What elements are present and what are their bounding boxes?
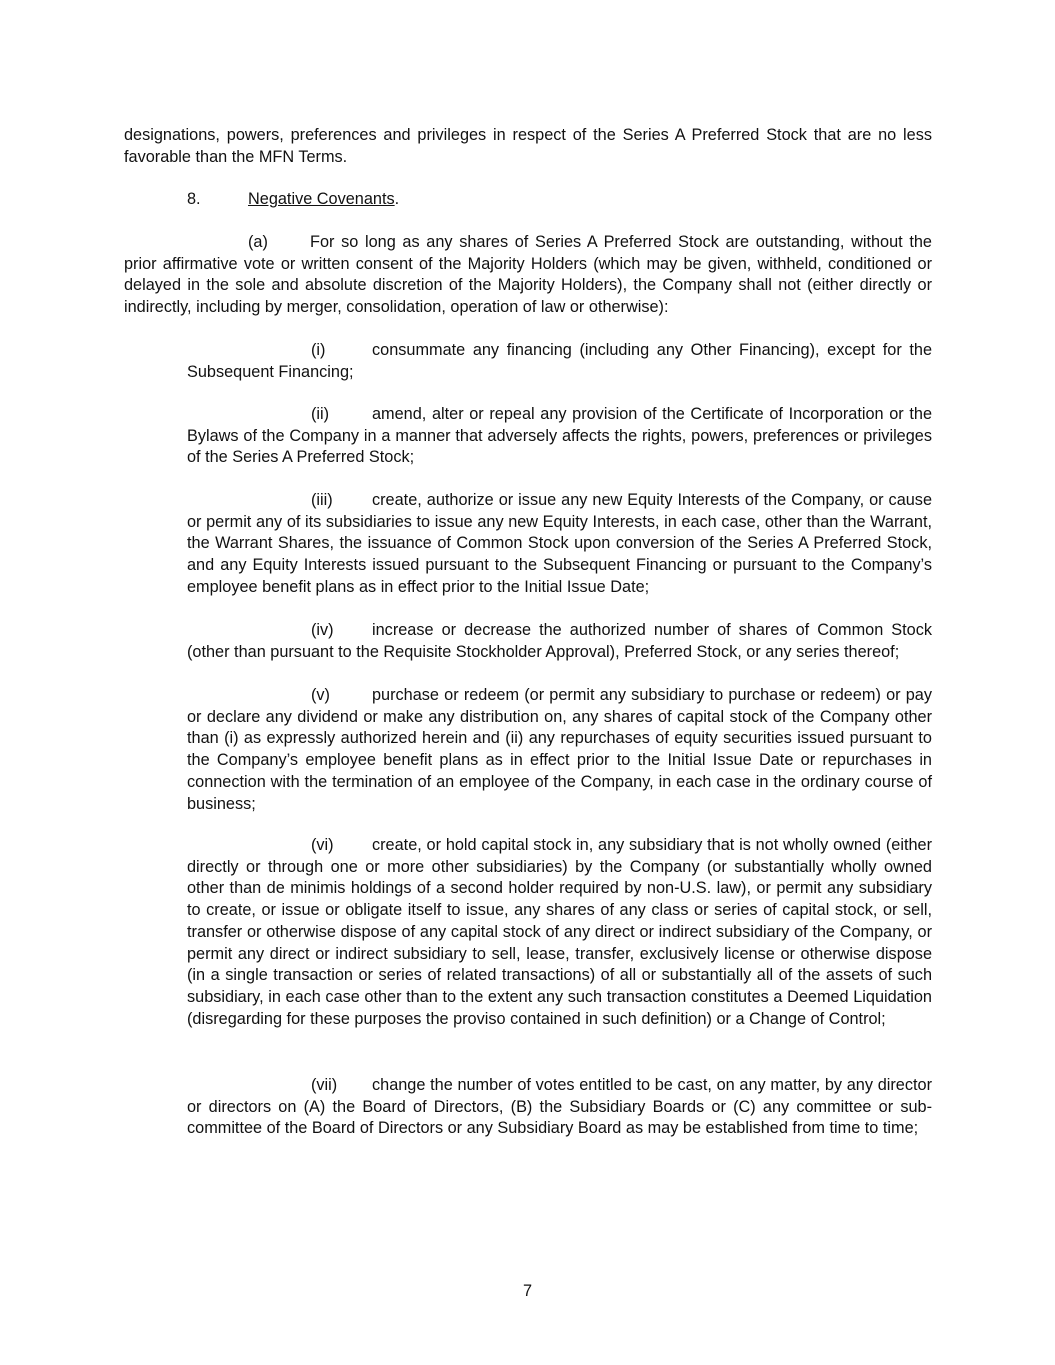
- clause-ii: [187, 404, 932, 469]
- section-heading: [187, 189, 399, 211]
- clause-label: (vii): [311, 1076, 338, 1094]
- page-number: 7: [522, 1282, 533, 1300]
- section-title: Negative Covenants: [248, 190, 395, 208]
- clause-text: increase or decrease the authorized number of shares of Common Stock (other than pursuant to the Requisite Stockholder Approval), Preferred Stock, or any series thereof;: [187, 621, 932, 661]
- clause-label: (vi): [311, 836, 334, 854]
- clause-text: create, authorize or issue any new Equity Interests of the Company, or cause or permit any of its subsidiaries to issue any new Equity Interests, in each case, other than the Warrant, the Warrant Shares, the issuance of Common Stock upon conversion of the Series A Preferred Stock, and any Equity Interests issued pursuant to the Subsequent Financing or pursuant to the Company’s employee benefit plans as in effect prior to the Initial Issue Date;: [187, 491, 932, 596]
- clause-vi: [187, 835, 932, 1030]
- clause-text: amend, alter or repeal any provision of the Certificate of Incorporation or the Bylaws of the Company in a manner that adversely affects the rights, powers, preferences or privileges of the Series A Preferred Stock;: [187, 405, 932, 467]
- clause-label: (iv): [311, 621, 334, 639]
- subsection-a-label: (a): [248, 233, 268, 251]
- clause-label: (i): [311, 341, 326, 359]
- clause-v: [187, 685, 932, 815]
- clause-label: (v): [311, 686, 330, 704]
- clause-iii: [187, 490, 932, 599]
- subsection-a: [124, 232, 932, 319]
- clause-text: change the number of votes entitled to be cast, on any matter, by any director or directors on (A) the Board of Directors, (B) the Subsidiary Boards or (C) any committee or sub-committee of the Board of Directors or any Subsidiary Board as may be established from time to time;: [187, 1076, 932, 1138]
- clause-text: create, or hold capital stock in, any subsidiary that is not wholly owned (either directly or through one or more other subsidiaries) by the Company (or substantially wholly owned other than de minimis holdings of a second holder required by non-U.S. law), or permit any subsidiary to create, or issue or obligate itself to issue, any shares of any class or series of capital stock, or sell, transfer or otherwise dispose of any capital stock of any direct or indirect subsidiary of the Company, or permit any direct or indirect subsidiary to sell, lease, transfer, exclusively license or otherwise dispose (in a single transaction or series of related transactions) of all or substantially all of the assets of such subsidiary, in each case other than to the extent any such transaction constitutes a Deemed Liquidation (disregarding for these purposes the proviso contained in such definition) or a Change of Control;: [187, 836, 932, 1028]
- clause-label: (ii): [311, 405, 330, 423]
- clause-label: (iii): [311, 491, 333, 509]
- intro-continuation: designations, powers, preferences and privileges in respect of the Series A Preferred Stock that are no less favorable than the MFN Terms.: [124, 126, 932, 166]
- clause-i: [187, 340, 932, 383]
- subsection-a-text: For so long as any shares of Series A Preferred Stock are outstanding, without the prior affirmative vote or written consent of the Majority Holders (which may be given, withheld, conditioned or delayed in the sole and absolute discretion of the Majority Holders), the Company shall not (either directly or indirectly, including by merger, consolidation, operation of law or otherwise):: [124, 233, 932, 317]
- clause-vii: [187, 1075, 932, 1140]
- section-number: 8.: [187, 190, 201, 208]
- clause-iv: [187, 620, 932, 663]
- section-title-suffix: .: [394, 190, 400, 208]
- clause-text: purchase or redeem (or permit any subsidiary to purchase or redeem) or pay or declare any dividend or make any distribution on, any shares of capital stock of the Company other than (i) as expressly authorized herein and (ii) any repurchases of equity securities issued pursuant to the Company’s employee benefit plans as in effect prior to the Initial Issue Date or repurchases in connection with the termination of an employee of the Company, in each case in the ordinary course of business;: [187, 686, 932, 813]
- clause-text: consummate any financing (including any Other Financing), except for the Subsequent Financing;: [187, 341, 932, 381]
